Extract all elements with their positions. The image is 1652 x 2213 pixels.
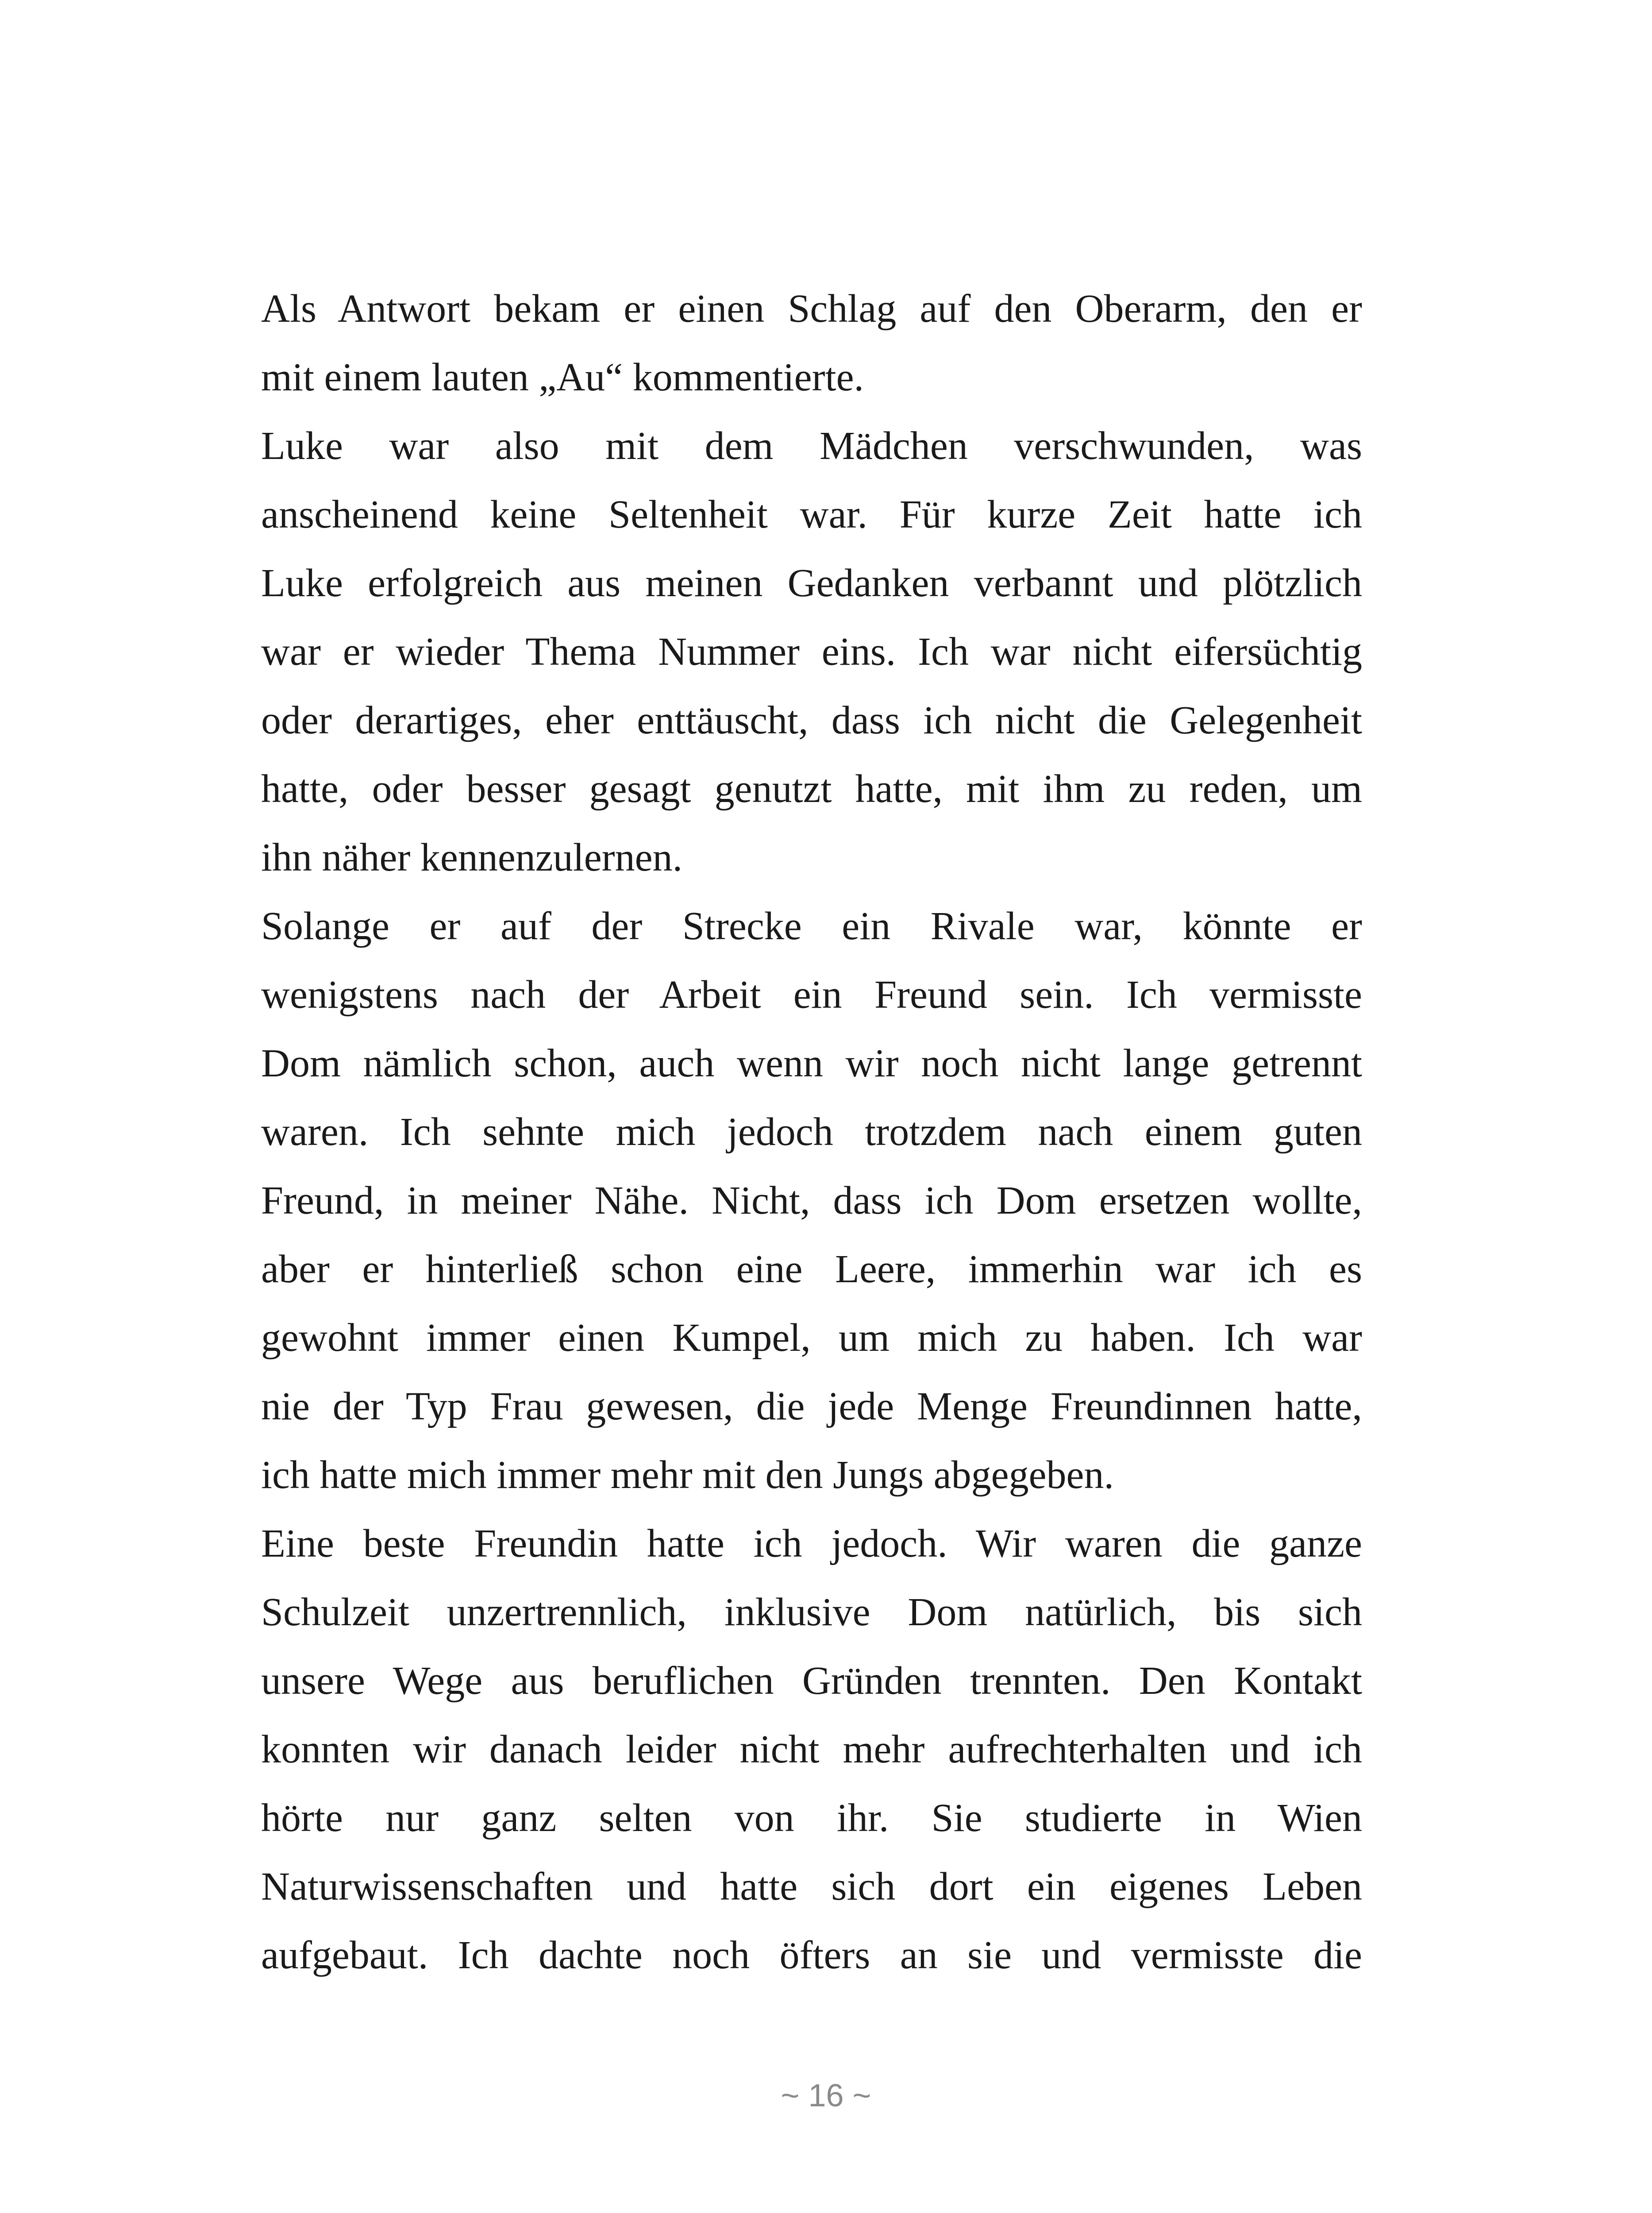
text-line: unsere Wege aus beruflichen Gründen trennten. Den Kontakt [261,1659,1362,1703]
text-line: Naturwissenschaften und hatte sich dort ein eigenes Leben [261,1865,1362,1908]
text-line: wenigstens nach der Arbeit ein Freund sein. Ich vermisste [261,973,1362,1017]
text-line: waren. Ich sehnte mich jedoch trotzdem nach einem guten [261,1110,1362,1154]
text-line: Eine beste Freundin hatte ich jedoch. Wir waren die ganze [261,1522,1362,1565]
text-line: war er wieder Thema Nummer eins. Ich war nicht eifersüchtig [261,630,1362,674]
page-number: ~ 16 ~ [781,2078,871,2113]
text-line: konnten wir danach leider nicht mehr aufrechterhalten und ich [261,1727,1362,1771]
text-line: aufgebaut. Ich dachte noch öfters an sie und vermisste die [261,1933,1362,1977]
text-line: Dom nämlich schon, auch wenn wir noch nicht lange getrennt [261,1041,1362,1085]
text-line: Luke war also mit dem Mädchen verschwunden, was [261,424,1362,468]
text-line: Als Antwort bekam er einen Schlag auf den Oberarm, den er [261,287,1362,331]
text-line: Freund, in meiner Nähe. Nicht, dass ich Dom ersetzen wollte, [261,1179,1362,1222]
text-line: hatte, oder besser gesagt genutzt hatte, mit ihm zu reden, um [261,767,1362,811]
text-line: Schulzeit unzertrennlich, inklusive Dom natürlich, bis sich [261,1590,1362,1634]
text-line: oder derartiges, eher enttäuscht, dass ich nicht die Gelegenheit [261,698,1362,742]
text-line: Solange er auf der Strecke ein Rivale war, könnte er [261,904,1362,948]
text-line: hörte nur ganz selten von ihr. Sie studierte in Wien [261,1796,1362,1840]
body-text [261,274,1362,1989]
text-line: anscheinend keine Seltenheit war. Für kurze Zeit hatte ich [261,493,1362,536]
text-line: mit einem lauten „Au“ kommentierte. [261,355,864,399]
text-line: gewohnt immer einen Kumpel, um mich zu haben. Ich war [261,1316,1362,1360]
text-line: nie der Typ Frau gewesen, die jede Menge Freundinnen hatte, [261,1384,1362,1428]
text-line: ich hatte mich immer mehr mit den Jungs abgegeben. [261,1453,1114,1497]
text-line: Luke erfolgreich aus meinen Gedanken verbannt und plötzlich [261,561,1362,605]
text-line: aber er hinterließ schon eine Leere, immerhin war ich es [261,1247,1362,1291]
text-line: ihn näher kennenzulernen. [261,836,683,879]
